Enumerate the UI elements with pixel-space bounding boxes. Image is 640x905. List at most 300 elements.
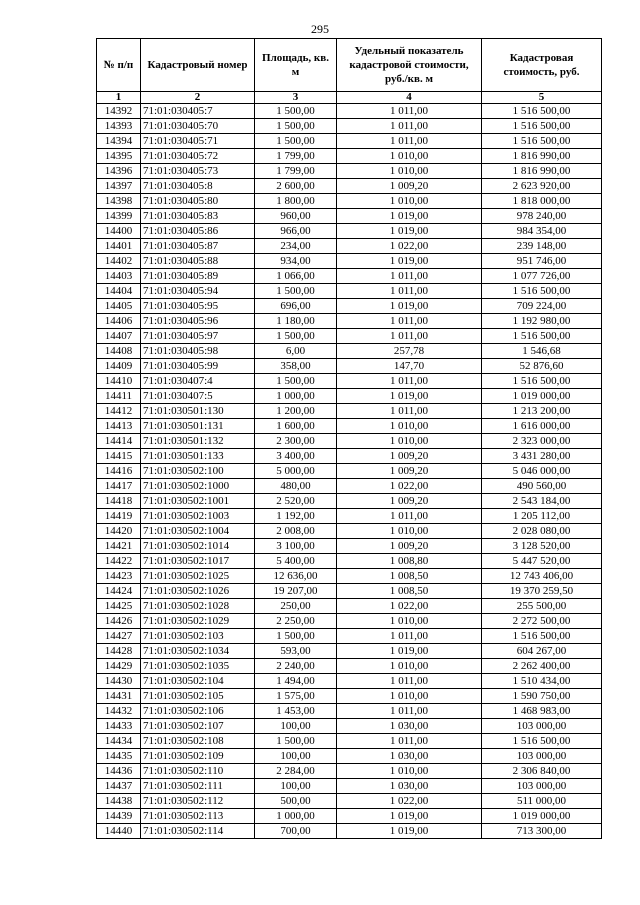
row-number-cell: 14398 — [97, 194, 141, 209]
row-number-cell: 14438 — [97, 794, 141, 809]
area-cell: 1 500,00 — [255, 629, 337, 644]
column-number: 5 — [482, 92, 602, 104]
table-row — [97, 419, 602, 434]
table-row — [97, 659, 602, 674]
area-cell: 1 500,00 — [255, 329, 337, 344]
cadastral-number-cell: 71:01:030502:114 — [141, 824, 255, 839]
page-number: 295 — [311, 22, 329, 36]
header-area: Площадь, кв. м — [255, 39, 337, 92]
area-cell: 358,00 — [255, 359, 337, 374]
unit-value-cell: 1 011,00 — [337, 734, 482, 749]
unit-value-cell: 1 011,00 — [337, 629, 482, 644]
cadastral-number-cell: 71:01:030405:83 — [141, 209, 255, 224]
table-row — [97, 389, 602, 404]
cadastral-value-cell: 103 000,00 — [482, 779, 602, 794]
table-row — [97, 434, 602, 449]
table-row — [97, 464, 602, 479]
cadastral-number-cell: 71:01:030405:99 — [141, 359, 255, 374]
cadastral-number-cell: 71:01:030405:87 — [141, 239, 255, 254]
unit-value-cell: 1 030,00 — [337, 779, 482, 794]
table-row — [97, 674, 602, 689]
row-number-cell: 14433 — [97, 719, 141, 734]
cadastral-value-cell: 1 516 500,00 — [482, 104, 602, 119]
unit-value-cell: 1 011,00 — [337, 314, 482, 329]
cadastral-number-cell: 71:01:030502:1026 — [141, 584, 255, 599]
unit-value-cell: 1 011,00 — [337, 704, 482, 719]
row-number-cell: 14415 — [97, 449, 141, 464]
row-number-cell: 14417 — [97, 479, 141, 494]
cadastral-number-cell: 71:01:030501:132 — [141, 434, 255, 449]
row-number-cell: 14407 — [97, 329, 141, 344]
row-number-cell: 14394 — [97, 134, 141, 149]
area-cell: 2 240,00 — [255, 659, 337, 674]
area-cell: 6,00 — [255, 344, 337, 359]
column-number: 1 — [97, 92, 141, 104]
cadastral-value-cell: 604 267,00 — [482, 644, 602, 659]
row-number-cell: 14429 — [97, 659, 141, 674]
unit-value-cell: 1 008,80 — [337, 554, 482, 569]
row-number-cell: 14437 — [97, 779, 141, 794]
table-row — [97, 824, 602, 839]
column-number: 4 — [337, 92, 482, 104]
column-number: 3 — [255, 92, 337, 104]
cadastral-number-cell: 71:01:030405:89 — [141, 269, 255, 284]
cadastral-value-cell: 52 876,60 — [482, 359, 602, 374]
area-cell: 1 453,00 — [255, 704, 337, 719]
area-cell: 5 000,00 — [255, 464, 337, 479]
unit-value-cell: 1 022,00 — [337, 479, 482, 494]
cadastral-number-cell: 71:01:030502:1003 — [141, 509, 255, 524]
header-cadastral-number: Кадастровый номер — [141, 39, 255, 92]
unit-value-cell: 1 009,20 — [337, 539, 482, 554]
area-cell: 1 066,00 — [255, 269, 337, 284]
cadastral-value-cell: 2 028 080,00 — [482, 524, 602, 539]
area-cell: 593,00 — [255, 644, 337, 659]
area-cell: 1 799,00 — [255, 149, 337, 164]
area-cell: 696,00 — [255, 299, 337, 314]
cadastral-value-cell: 1 516 500,00 — [482, 329, 602, 344]
cadastral-number-cell: 71:01:030502:1001 — [141, 494, 255, 509]
unit-value-cell: 1 019,00 — [337, 824, 482, 839]
cadastral-value-cell: 1 516 500,00 — [482, 284, 602, 299]
unit-value-cell: 1 011,00 — [337, 284, 482, 299]
table-row — [97, 629, 602, 644]
cadastral-number-cell: 71:01:030502:109 — [141, 749, 255, 764]
area-cell: 1 500,00 — [255, 284, 337, 299]
area-cell: 2 008,00 — [255, 524, 337, 539]
area-cell: 2 600,00 — [255, 179, 337, 194]
table-row — [97, 584, 602, 599]
unit-value-cell: 1 022,00 — [337, 794, 482, 809]
cadastral-number-cell: 71:01:030405:86 — [141, 224, 255, 239]
cadastral-value-cell: 978 240,00 — [482, 209, 602, 224]
unit-value-cell: 1 011,00 — [337, 374, 482, 389]
unit-value-cell: 1 009,20 — [337, 179, 482, 194]
cadastral-value-cell: 1 468 983,00 — [482, 704, 602, 719]
cadastral-number-cell: 71:01:030501:130 — [141, 404, 255, 419]
table-row — [97, 314, 602, 329]
cadastral-value-cell: 713 300,00 — [482, 824, 602, 839]
cadastral-number-cell: 71:01:030502:104 — [141, 674, 255, 689]
area-cell: 5 400,00 — [255, 554, 337, 569]
unit-value-cell: 1 008,50 — [337, 584, 482, 599]
table-row — [97, 449, 602, 464]
area-cell: 960,00 — [255, 209, 337, 224]
unit-value-cell: 1 019,00 — [337, 254, 482, 269]
row-number-cell: 14432 — [97, 704, 141, 719]
row-number-cell: 14419 — [97, 509, 141, 524]
column-number-row — [97, 92, 602, 104]
row-number-cell: 14436 — [97, 764, 141, 779]
area-cell: 234,00 — [255, 239, 337, 254]
unit-value-cell: 1 010,00 — [337, 419, 482, 434]
unit-value-cell: 1 011,00 — [337, 509, 482, 524]
table-row — [97, 644, 602, 659]
area-cell: 1 575,00 — [255, 689, 337, 704]
cadastral-number-cell: 71:01:030502:1035 — [141, 659, 255, 674]
table-row — [97, 104, 602, 119]
area-cell: 100,00 — [255, 719, 337, 734]
row-number-cell: 14401 — [97, 239, 141, 254]
row-number-cell: 14406 — [97, 314, 141, 329]
table-body — [97, 104, 602, 839]
cadastral-number-cell: 71:01:030502:1000 — [141, 479, 255, 494]
table-row — [97, 734, 602, 749]
area-cell: 100,00 — [255, 779, 337, 794]
cadastral-value-cell: 2 623 920,00 — [482, 179, 602, 194]
table-row — [97, 719, 602, 734]
cadastral-number-cell: 71:01:030405:96 — [141, 314, 255, 329]
cadastral-number-cell: 71:01:030502:1029 — [141, 614, 255, 629]
table-row — [97, 134, 602, 149]
table-header-row — [97, 39, 602, 92]
cadastral-value-cell: 1 019 000,00 — [482, 389, 602, 404]
unit-value-cell: 1 009,20 — [337, 449, 482, 464]
area-cell: 1 500,00 — [255, 734, 337, 749]
area-cell: 1 200,00 — [255, 404, 337, 419]
cadastral-value-cell: 1 213 200,00 — [482, 404, 602, 419]
row-number-cell: 14424 — [97, 584, 141, 599]
area-cell: 250,00 — [255, 599, 337, 614]
row-number-cell: 14434 — [97, 734, 141, 749]
row-number-cell: 14435 — [97, 749, 141, 764]
table-row — [97, 329, 602, 344]
table-row — [97, 809, 602, 824]
cadastral-number-cell: 71:01:030502:100 — [141, 464, 255, 479]
area-cell: 3 100,00 — [255, 539, 337, 554]
cadastral-value-cell: 1 516 500,00 — [482, 374, 602, 389]
unit-value-cell: 1 019,00 — [337, 809, 482, 824]
area-cell: 2 284,00 — [255, 764, 337, 779]
area-cell: 700,00 — [255, 824, 337, 839]
unit-value-cell: 1 022,00 — [337, 239, 482, 254]
cadastral-number-cell: 71:01:030502:108 — [141, 734, 255, 749]
cadastral-number-cell: 71:01:030502:107 — [141, 719, 255, 734]
cadastral-value-cell: 12 743 406,00 — [482, 569, 602, 584]
unit-value-cell: 1 011,00 — [337, 134, 482, 149]
cadastral-value-cell: 1 077 726,00 — [482, 269, 602, 284]
cadastral-value-cell: 1 516 500,00 — [482, 119, 602, 134]
cadastral-value-cell: 239 148,00 — [482, 239, 602, 254]
row-number-cell: 14392 — [97, 104, 141, 119]
row-number-cell: 14428 — [97, 644, 141, 659]
area-cell: 1 494,00 — [255, 674, 337, 689]
unit-value-cell: 1 010,00 — [337, 764, 482, 779]
cadastral-value-cell: 1 590 750,00 — [482, 689, 602, 704]
row-number-cell: 14440 — [97, 824, 141, 839]
table-row — [97, 344, 602, 359]
cadastral-value-cell: 2 262 400,00 — [482, 659, 602, 674]
cadastral-table — [96, 38, 602, 839]
row-number-cell: 14393 — [97, 119, 141, 134]
table-row — [97, 614, 602, 629]
row-number-cell: 14405 — [97, 299, 141, 314]
cadastral-number-cell: 71:01:030502:113 — [141, 809, 255, 824]
row-number-cell: 14409 — [97, 359, 141, 374]
area-cell: 100,00 — [255, 749, 337, 764]
row-number-cell: 14402 — [97, 254, 141, 269]
unit-value-cell: 1 010,00 — [337, 614, 482, 629]
cadastral-number-cell: 71:01:030407:5 — [141, 389, 255, 404]
row-number-cell: 14404 — [97, 284, 141, 299]
cadastral-value-cell: 1 816 990,00 — [482, 164, 602, 179]
table-row — [97, 689, 602, 704]
row-number-cell: 14427 — [97, 629, 141, 644]
cadastral-value-cell: 3 431 280,00 — [482, 449, 602, 464]
unit-value-cell: 1 011,00 — [337, 404, 482, 419]
row-number-cell: 14425 — [97, 599, 141, 614]
cadastral-value-cell: 2 272 500,00 — [482, 614, 602, 629]
row-number-cell: 14411 — [97, 389, 141, 404]
cadastral-number-cell: 71:01:030502:105 — [141, 689, 255, 704]
cadastral-value-cell: 103 000,00 — [482, 749, 602, 764]
table-row — [97, 374, 602, 389]
unit-value-cell: 1 010,00 — [337, 689, 482, 704]
area-cell: 1 180,00 — [255, 314, 337, 329]
unit-value-cell: 1 010,00 — [337, 659, 482, 674]
row-number-cell: 14400 — [97, 224, 141, 239]
unit-value-cell: 1 010,00 — [337, 164, 482, 179]
unit-value-cell: 1 010,00 — [337, 149, 482, 164]
cadastral-value-cell: 1 516 500,00 — [482, 734, 602, 749]
unit-value-cell: 1 011,00 — [337, 269, 482, 284]
table-row — [97, 359, 602, 374]
cadastral-number-cell: 71:01:030502:110 — [141, 764, 255, 779]
cadastral-value-cell: 1 516 500,00 — [482, 629, 602, 644]
row-number-cell: 14431 — [97, 689, 141, 704]
cadastral-number-cell: 71:01:030502:111 — [141, 779, 255, 794]
row-number-cell: 14422 — [97, 554, 141, 569]
area-cell: 1 000,00 — [255, 809, 337, 824]
unit-value-cell: 1 019,00 — [337, 209, 482, 224]
table-row — [97, 239, 602, 254]
unit-value-cell: 1 019,00 — [337, 644, 482, 659]
header-unit-value: Удельный показатель кадастровой стоимости, руб./кв. м — [337, 39, 482, 92]
unit-value-cell: 1 019,00 — [337, 299, 482, 314]
area-cell: 1 500,00 — [255, 134, 337, 149]
table-row — [97, 209, 602, 224]
cadastral-number-cell: 71:01:030405:73 — [141, 164, 255, 179]
table-row — [97, 524, 602, 539]
row-number-cell: 14420 — [97, 524, 141, 539]
area-cell: 1 600,00 — [255, 419, 337, 434]
cadastral-number-cell: 71:01:030405:71 — [141, 134, 255, 149]
table-row — [97, 284, 602, 299]
table-row — [97, 539, 602, 554]
cadastral-value-cell: 2 323 000,00 — [482, 434, 602, 449]
cadastral-value-cell: 1 019 000,00 — [482, 809, 602, 824]
cadastral-number-cell: 71:01:030501:131 — [141, 419, 255, 434]
row-number-cell: 14412 — [97, 404, 141, 419]
area-cell: 934,00 — [255, 254, 337, 269]
row-number-cell: 14439 — [97, 809, 141, 824]
area-cell: 1 500,00 — [255, 119, 337, 134]
unit-value-cell: 1 030,00 — [337, 719, 482, 734]
table-row — [97, 554, 602, 569]
cadastral-number-cell: 71:01:030405:97 — [141, 329, 255, 344]
cadastral-number-cell: 71:01:030502:1025 — [141, 569, 255, 584]
area-cell: 966,00 — [255, 224, 337, 239]
area-cell: 1 192,00 — [255, 509, 337, 524]
cadastral-number-cell: 71:01:030501:133 — [141, 449, 255, 464]
table-row — [97, 569, 602, 584]
cadastral-value-cell: 103 000,00 — [482, 719, 602, 734]
unit-value-cell: 1 019,00 — [337, 224, 482, 239]
column-number: 2 — [141, 92, 255, 104]
cadastral-value-cell: 3 128 520,00 — [482, 539, 602, 554]
table-row — [97, 269, 602, 284]
row-number-cell: 14414 — [97, 434, 141, 449]
cadastral-number-cell: 71:01:030502:103 — [141, 629, 255, 644]
unit-value-cell: 1 011,00 — [337, 674, 482, 689]
cadastral-number-cell: 71:01:030405:80 — [141, 194, 255, 209]
cadastral-number-cell: 71:01:030405:7 — [141, 104, 255, 119]
row-number-cell: 14430 — [97, 674, 141, 689]
row-number-cell: 14413 — [97, 419, 141, 434]
unit-value-cell: 147,70 — [337, 359, 482, 374]
cadastral-value-cell: 1 616 000,00 — [482, 419, 602, 434]
cadastral-value-cell: 984 354,00 — [482, 224, 602, 239]
area-cell: 2 300,00 — [255, 434, 337, 449]
table-row — [97, 494, 602, 509]
area-cell: 2 250,00 — [255, 614, 337, 629]
cadastral-value-cell: 1 818 000,00 — [482, 194, 602, 209]
cadastral-number-cell: 71:01:030502:1004 — [141, 524, 255, 539]
cadastral-value-cell: 255 500,00 — [482, 599, 602, 614]
unit-value-cell: 1 022,00 — [337, 599, 482, 614]
row-number-cell: 14418 — [97, 494, 141, 509]
row-number-cell: 14395 — [97, 149, 141, 164]
unit-value-cell: 1 010,00 — [337, 434, 482, 449]
area-cell: 1 799,00 — [255, 164, 337, 179]
header-cadastral-value: Кадастровая стоимость, руб. — [482, 39, 602, 92]
cadastral-number-cell: 71:01:030405:88 — [141, 254, 255, 269]
table-row — [97, 404, 602, 419]
area-cell: 3 400,00 — [255, 449, 337, 464]
unit-value-cell: 1 008,50 — [337, 569, 482, 584]
table-row — [97, 194, 602, 209]
area-cell: 1 000,00 — [255, 389, 337, 404]
area-cell: 480,00 — [255, 479, 337, 494]
cadastral-value-cell: 5 046 000,00 — [482, 464, 602, 479]
cadastral-value-cell: 1 510 434,00 — [482, 674, 602, 689]
cadastral-value-cell: 951 746,00 — [482, 254, 602, 269]
table-row — [97, 764, 602, 779]
row-number-cell: 14410 — [97, 374, 141, 389]
row-number-cell: 14403 — [97, 269, 141, 284]
header-row-number: № п/п — [97, 39, 141, 92]
cadastral-number-cell: 71:01:030405:95 — [141, 299, 255, 314]
cadastral-value-cell: 511 000,00 — [482, 794, 602, 809]
area-cell: 2 520,00 — [255, 494, 337, 509]
cadastral-number-cell: 71:01:030502:1028 — [141, 599, 255, 614]
table-row — [97, 149, 602, 164]
row-number-cell: 14396 — [97, 164, 141, 179]
unit-value-cell: 1 030,00 — [337, 749, 482, 764]
table-row — [97, 509, 602, 524]
cadastral-number-cell: 71:01:030405:94 — [141, 284, 255, 299]
cadastral-number-cell: 71:01:030405:98 — [141, 344, 255, 359]
unit-value-cell: 1 009,20 — [337, 464, 482, 479]
area-cell: 19 207,00 — [255, 584, 337, 599]
table-row — [97, 254, 602, 269]
cadastral-value-cell: 1 516 500,00 — [482, 134, 602, 149]
cadastral-value-cell: 490 560,00 — [482, 479, 602, 494]
cadastral-value-cell: 1 192 980,00 — [482, 314, 602, 329]
cadastral-number-cell: 71:01:030502:112 — [141, 794, 255, 809]
unit-value-cell: 1 011,00 — [337, 104, 482, 119]
unit-value-cell: 1 011,00 — [337, 119, 482, 134]
area-cell: 1 800,00 — [255, 194, 337, 209]
row-number-cell: 14416 — [97, 464, 141, 479]
row-number-cell: 14423 — [97, 569, 141, 584]
table-row — [97, 704, 602, 719]
cadastral-number-cell: 71:01:030405:72 — [141, 149, 255, 164]
area-cell: 12 636,00 — [255, 569, 337, 584]
area-cell: 1 500,00 — [255, 104, 337, 119]
cadastral-number-cell: 71:01:030502:106 — [141, 704, 255, 719]
row-number-cell: 14397 — [97, 179, 141, 194]
table-row — [97, 599, 602, 614]
cadastral-value-cell: 1 546,68 — [482, 344, 602, 359]
row-number-cell: 14408 — [97, 344, 141, 359]
unit-value-cell: 1 019,00 — [337, 389, 482, 404]
unit-value-cell: 1 011,00 — [337, 329, 482, 344]
row-number-cell: 14421 — [97, 539, 141, 554]
cadastral-value-cell: 2 543 184,00 — [482, 494, 602, 509]
table-row — [97, 164, 602, 179]
table-row — [97, 779, 602, 794]
row-number-cell: 14426 — [97, 614, 141, 629]
cadastral-number-cell: 71:01:030407:4 — [141, 374, 255, 389]
unit-value-cell: 1 010,00 — [337, 524, 482, 539]
cadastral-value-cell: 709 224,00 — [482, 299, 602, 314]
table-row — [97, 479, 602, 494]
table-row — [97, 119, 602, 134]
cadastral-value-cell: 5 447 520,00 — [482, 554, 602, 569]
table-row — [97, 749, 602, 764]
table-row — [97, 794, 602, 809]
cadastral-value-cell: 19 370 259,50 — [482, 584, 602, 599]
unit-value-cell: 1 009,20 — [337, 494, 482, 509]
area-cell: 500,00 — [255, 794, 337, 809]
row-number-cell: 14399 — [97, 209, 141, 224]
area-cell: 1 500,00 — [255, 374, 337, 389]
table-row — [97, 299, 602, 314]
cadastral-number-cell: 71:01:030502:1034 — [141, 644, 255, 659]
unit-value-cell: 257,78 — [337, 344, 482, 359]
cadastral-value-cell: 1 816 990,00 — [482, 149, 602, 164]
